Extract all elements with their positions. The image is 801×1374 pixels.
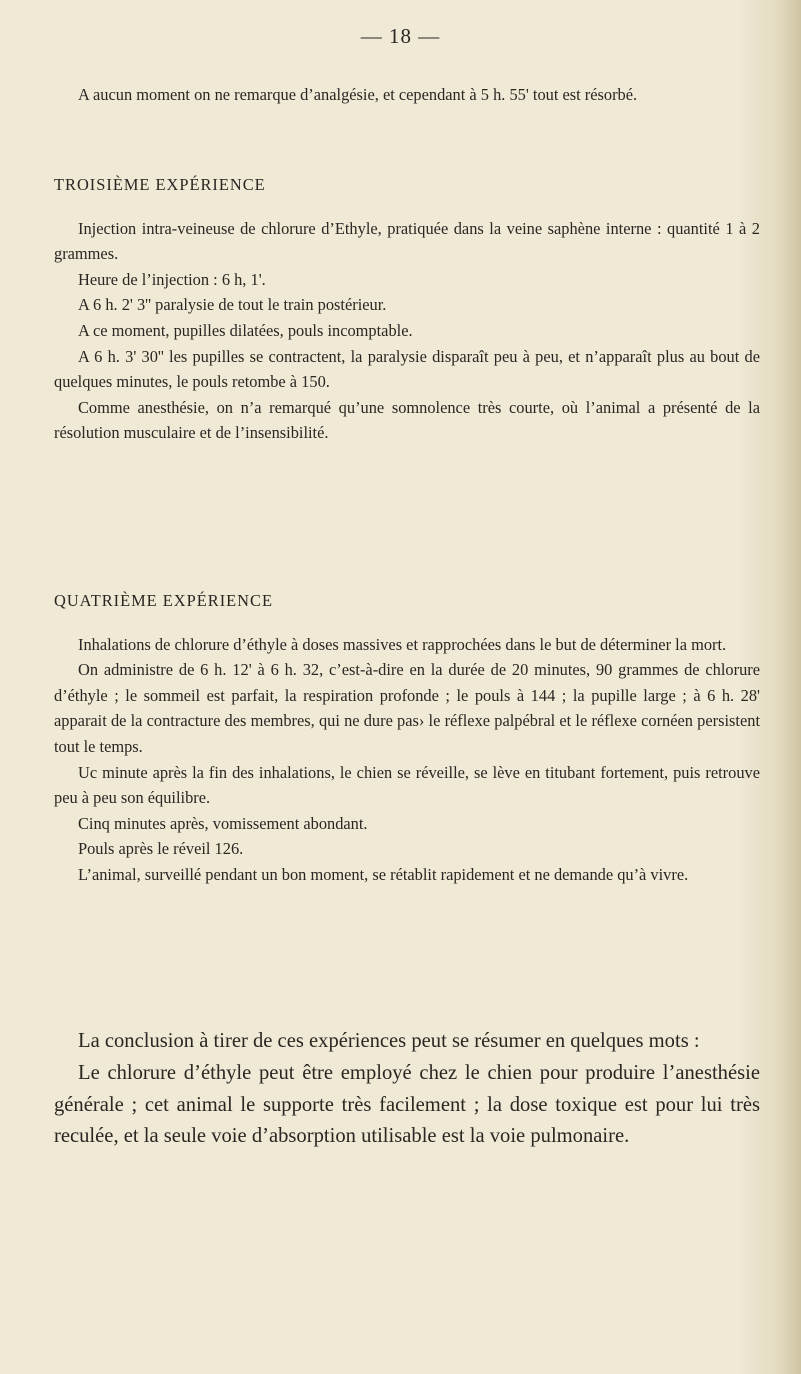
paragraph: On administre de 6 h. 12' à 6 h. 32, c’est-à-dire en la durée de 20 minutes, 90 grammes de chlorure d’éthyle ; le sommeil est parfait, la respiration profonde ; le pouls à 144 ; la pupille large ; à 6 h. 28' apparait de la contracture des membres, qui ne dure pas› le réflexe palpébral et le réflexe cornéen persistent tout le temps. (54, 660, 760, 756)
conclusion-intro: La conclusion à tirer de ces expériences peut se résumer en quelques mots : (78, 1030, 700, 1052)
paragraph: Uc minute après la fin des inhalations, le chien se réveille, se lève en titubant fortement, puis retrouve peu à peu son équilibre. (54, 762, 760, 808)
paragraph: Inhalations de chlorure d’éthyle à doses massives et rapprochées dans le but de déterminer la mort. (78, 634, 727, 654)
page-number: — 18 — (360, 24, 441, 48)
experience-4-heading: QUATRIÈME EXPÉRIENCE (54, 591, 273, 610)
paragraph: A ce moment, pupilles dilatées, pouls incomptable. (78, 320, 413, 340)
intro-paragraph: A aucun moment on ne remarque d’analgésie, et cependant à 5 h. 55' tout est résorbé. (78, 85, 638, 104)
experience-3-section (54, 172, 760, 446)
paragraph: Pouls après le réveil 126. (78, 839, 244, 859)
intro-block (54, 82, 760, 108)
paragraph: Heure de l’injection : 6 h, 1'. (78, 269, 266, 289)
conclusion-section (54, 1026, 760, 1153)
paragraph: Injection intra-veineuse de chlorure d’Ethyle, pratiquée dans la veine saphène interne : quantité 1 à 2 grammes. (54, 218, 760, 264)
experience-4-section (54, 588, 760, 888)
paragraph: A 6 h. 2' 3'' paralysie de tout le train postérieur. (78, 295, 387, 315)
paragraph: A 6 h. 3' 30'' les pupilles se contractent, la paralysie disparaît peu à peu, et n’apparaît plus au bout de quelques minutes, le pouls retombe à 150. (54, 346, 760, 392)
paragraph: Comme anesthésie, on n’a remarqué qu’une somnolence très courte, où l’animal a présenté de la résolution musculaire et de l’insensibilité. (54, 397, 760, 443)
paragraph: L’animal, surveillé pendant un bon moment, se rétablit rapidement et ne demande qu’à vivre. (78, 864, 689, 884)
experience-3-heading: TROISIÈME EXPÉRIENCE (54, 175, 266, 194)
paragraph: Cinq minutes après, vomissement abondant. (78, 813, 368, 833)
conclusion-body: Le chlorure d’éthyle peut être employé chez le chien pour produire l’anesthésie générale ; cet animal le supporte très facilement ; la dose toxique est pour lui très reculée, et la seule voie d’absorption utilisable est la voie pulmonaire. (54, 1061, 760, 1148)
